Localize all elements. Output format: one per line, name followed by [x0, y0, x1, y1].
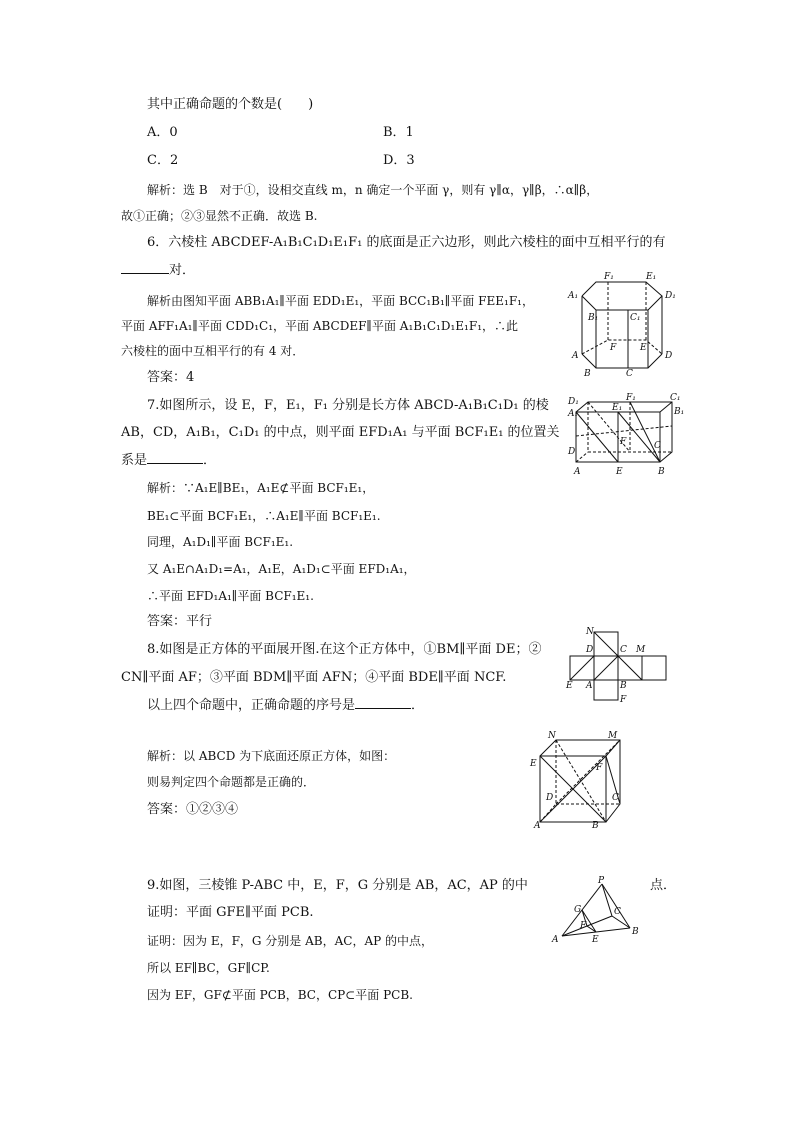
analysis-7-line2: BE₁⊂平面 BCF₁E₁，∴A₁E∥平面 BCF₁E₁. — [147, 509, 381, 523]
label: B₁ — [674, 407, 685, 417]
question-7-line2: AB，CD，A₁B₁，C₁D₁ 的中点，则平面 EFD₁A₁ 与平面 BCF₁E₁ 的位置关 — [121, 425, 560, 440]
label: F₁ — [626, 393, 636, 403]
label: D₁ — [665, 291, 676, 301]
label: D — [546, 793, 554, 803]
answer-6: 答案：4 — [147, 370, 195, 385]
analysis-6-line3: 六棱柱的面中互相平行的有 4 对． — [121, 344, 305, 358]
pyramid-figure — [550, 876, 646, 946]
label: F — [620, 695, 627, 705]
hexagonal-prism-figure — [566, 270, 678, 380]
question-7-line1: 7.如图所示，设 E，F，E₁，F₁ 分别是长方体 ABCD-A₁B₁C₁D₁ 的棱 — [147, 398, 549, 413]
proof-9-line2: 所以 EF∥BC，GF∥CP. — [147, 961, 270, 975]
question-6: 6．六棱柱 ABCDEF-A₁B₁C₁D₁E₁F₁ 的底面是正六边形，则此六棱柱的面中互相平行的有 — [147, 235, 666, 250]
label: F — [580, 921, 587, 931]
cube-net-figure — [562, 626, 672, 706]
label: B — [584, 369, 591, 379]
label: C — [614, 907, 621, 917]
label: E₁ — [612, 403, 623, 413]
analysis-6-line2: 平面 AFF₁A₁∥平面 CDD₁C₁，平面 ABCDEF∥平面 A₁B₁C₁D₁E₁F₁，∴此 — [121, 319, 519, 333]
question-8-line1: 8.如图是正方体的平面展开图.在这个正方体中，①BM∥平面 DE；② — [147, 642, 542, 657]
label: F — [596, 763, 603, 773]
option-b: B．1 — [383, 125, 414, 140]
question-8-line2: CN∥平面 AF；③平面 BDM∥平面 AFN；④平面 BDE∥平面 NCF. — [121, 670, 507, 685]
label: P — [598, 876, 605, 886]
answer-7: 答案：平行 — [147, 614, 213, 629]
label: C₁ — [670, 393, 681, 403]
label: G — [574, 905, 582, 915]
label: E — [566, 681, 573, 691]
option-a: A．0 — [147, 125, 178, 140]
label: N — [548, 731, 556, 741]
analysis-5-line2: 故①正确；②③显然不正确．故选 B. — [121, 209, 318, 223]
question-6-blank: 对． — [121, 261, 195, 280]
answer-blank — [121, 261, 169, 274]
question-7-line3: 系是 ． — [121, 453, 217, 468]
analysis-8-line1: 解析：以 ABCD 为下底面还原正方体，如图： — [147, 749, 396, 763]
proof-9-line3: 因为 EF，GF⊄平面 PCB，BC，CP⊂平面 PCB. — [147, 988, 413, 1002]
label: D — [586, 645, 594, 655]
question-8-line3: 以上四个命题中，正确命题的序号是 ． — [147, 698, 425, 713]
answer-8: 答案：①②③④ — [147, 802, 239, 817]
analysis-7-line1: 解析：∵A₁E∥BE₁，A₁E⊄平面 BCF₁E₁， — [147, 481, 375, 495]
analysis-7-line3: 同理，A₁D₁∥平面 BCF₁E₁. — [147, 535, 294, 549]
analysis-8-line2: 则易判定四个命题都是正确的． — [147, 775, 316, 789]
label: F — [620, 437, 627, 447]
label: A — [572, 351, 579, 361]
label: A₁ — [568, 409, 579, 419]
label: N — [586, 627, 594, 637]
label: E — [592, 935, 599, 945]
option-c: C．2 — [147, 153, 179, 168]
label: C₁ — [630, 313, 641, 323]
cube-figure — [526, 730, 626, 830]
label: B — [632, 927, 639, 937]
cuboid-figure — [566, 393, 685, 480]
label: A — [586, 681, 593, 691]
proof-9-line1: 证明：因为 E，F，G 分别是 AB，AC，AP 的中点， — [147, 934, 434, 948]
label: E — [640, 343, 647, 353]
label: C — [620, 645, 627, 655]
label: A₁ — [568, 291, 579, 301]
label: D — [568, 447, 576, 457]
label: F — [610, 343, 617, 353]
question-9-tail: 点． — [650, 878, 677, 893]
label: C — [612, 793, 619, 803]
analysis-7-line4: 又 A₁E∩A₁D₁=A₁，A₁E，A₁D₁⊂平面 EFD₁A₁， — [147, 562, 416, 576]
analysis-5-line1: 解析：选 B 对于①，设相交直线 m，n 确定一个平面 γ，则有 γ∥α，γ∥β，∴α∥β， — [147, 183, 599, 197]
question-9-line1: 9.如图，三棱锥 P-ABC 中，E，F，G 分别是 AB，AC，AP 的中 — [147, 878, 528, 893]
label: C — [654, 441, 661, 451]
label: B — [620, 681, 627, 691]
option-d: D．3 — [383, 153, 415, 168]
answer-blank — [355, 696, 411, 709]
label: B₁ — [588, 313, 599, 323]
question-stem: 其中正确命题的个数是( ) — [147, 97, 314, 112]
label: B — [592, 821, 599, 831]
analysis-6-line1: 解析由图知平面 ABB₁A₁∥平面 EDD₁E₁，平面 BCC₁B₁∥平面 FEE₁F₁， — [147, 294, 534, 308]
label: E — [616, 467, 623, 477]
label: B — [658, 467, 665, 477]
label: D₁ — [568, 397, 579, 407]
label: A — [574, 467, 581, 477]
label: F₁ — [604, 272, 614, 282]
label: M — [608, 731, 618, 741]
label: A — [534, 821, 541, 831]
label: D — [665, 351, 673, 361]
label: E — [530, 759, 537, 769]
label: A — [552, 935, 559, 945]
answer-blank — [147, 451, 203, 464]
label: M — [636, 645, 646, 655]
label: E₁ — [646, 272, 657, 282]
analysis-7-line5: ∴平面 EFD₁A₁∥平面 BCF₁E₁. — [147, 589, 314, 603]
question-9-line2: 证明：平面 GFE∥平面 PCB. — [147, 905, 314, 920]
label: C — [626, 369, 633, 379]
